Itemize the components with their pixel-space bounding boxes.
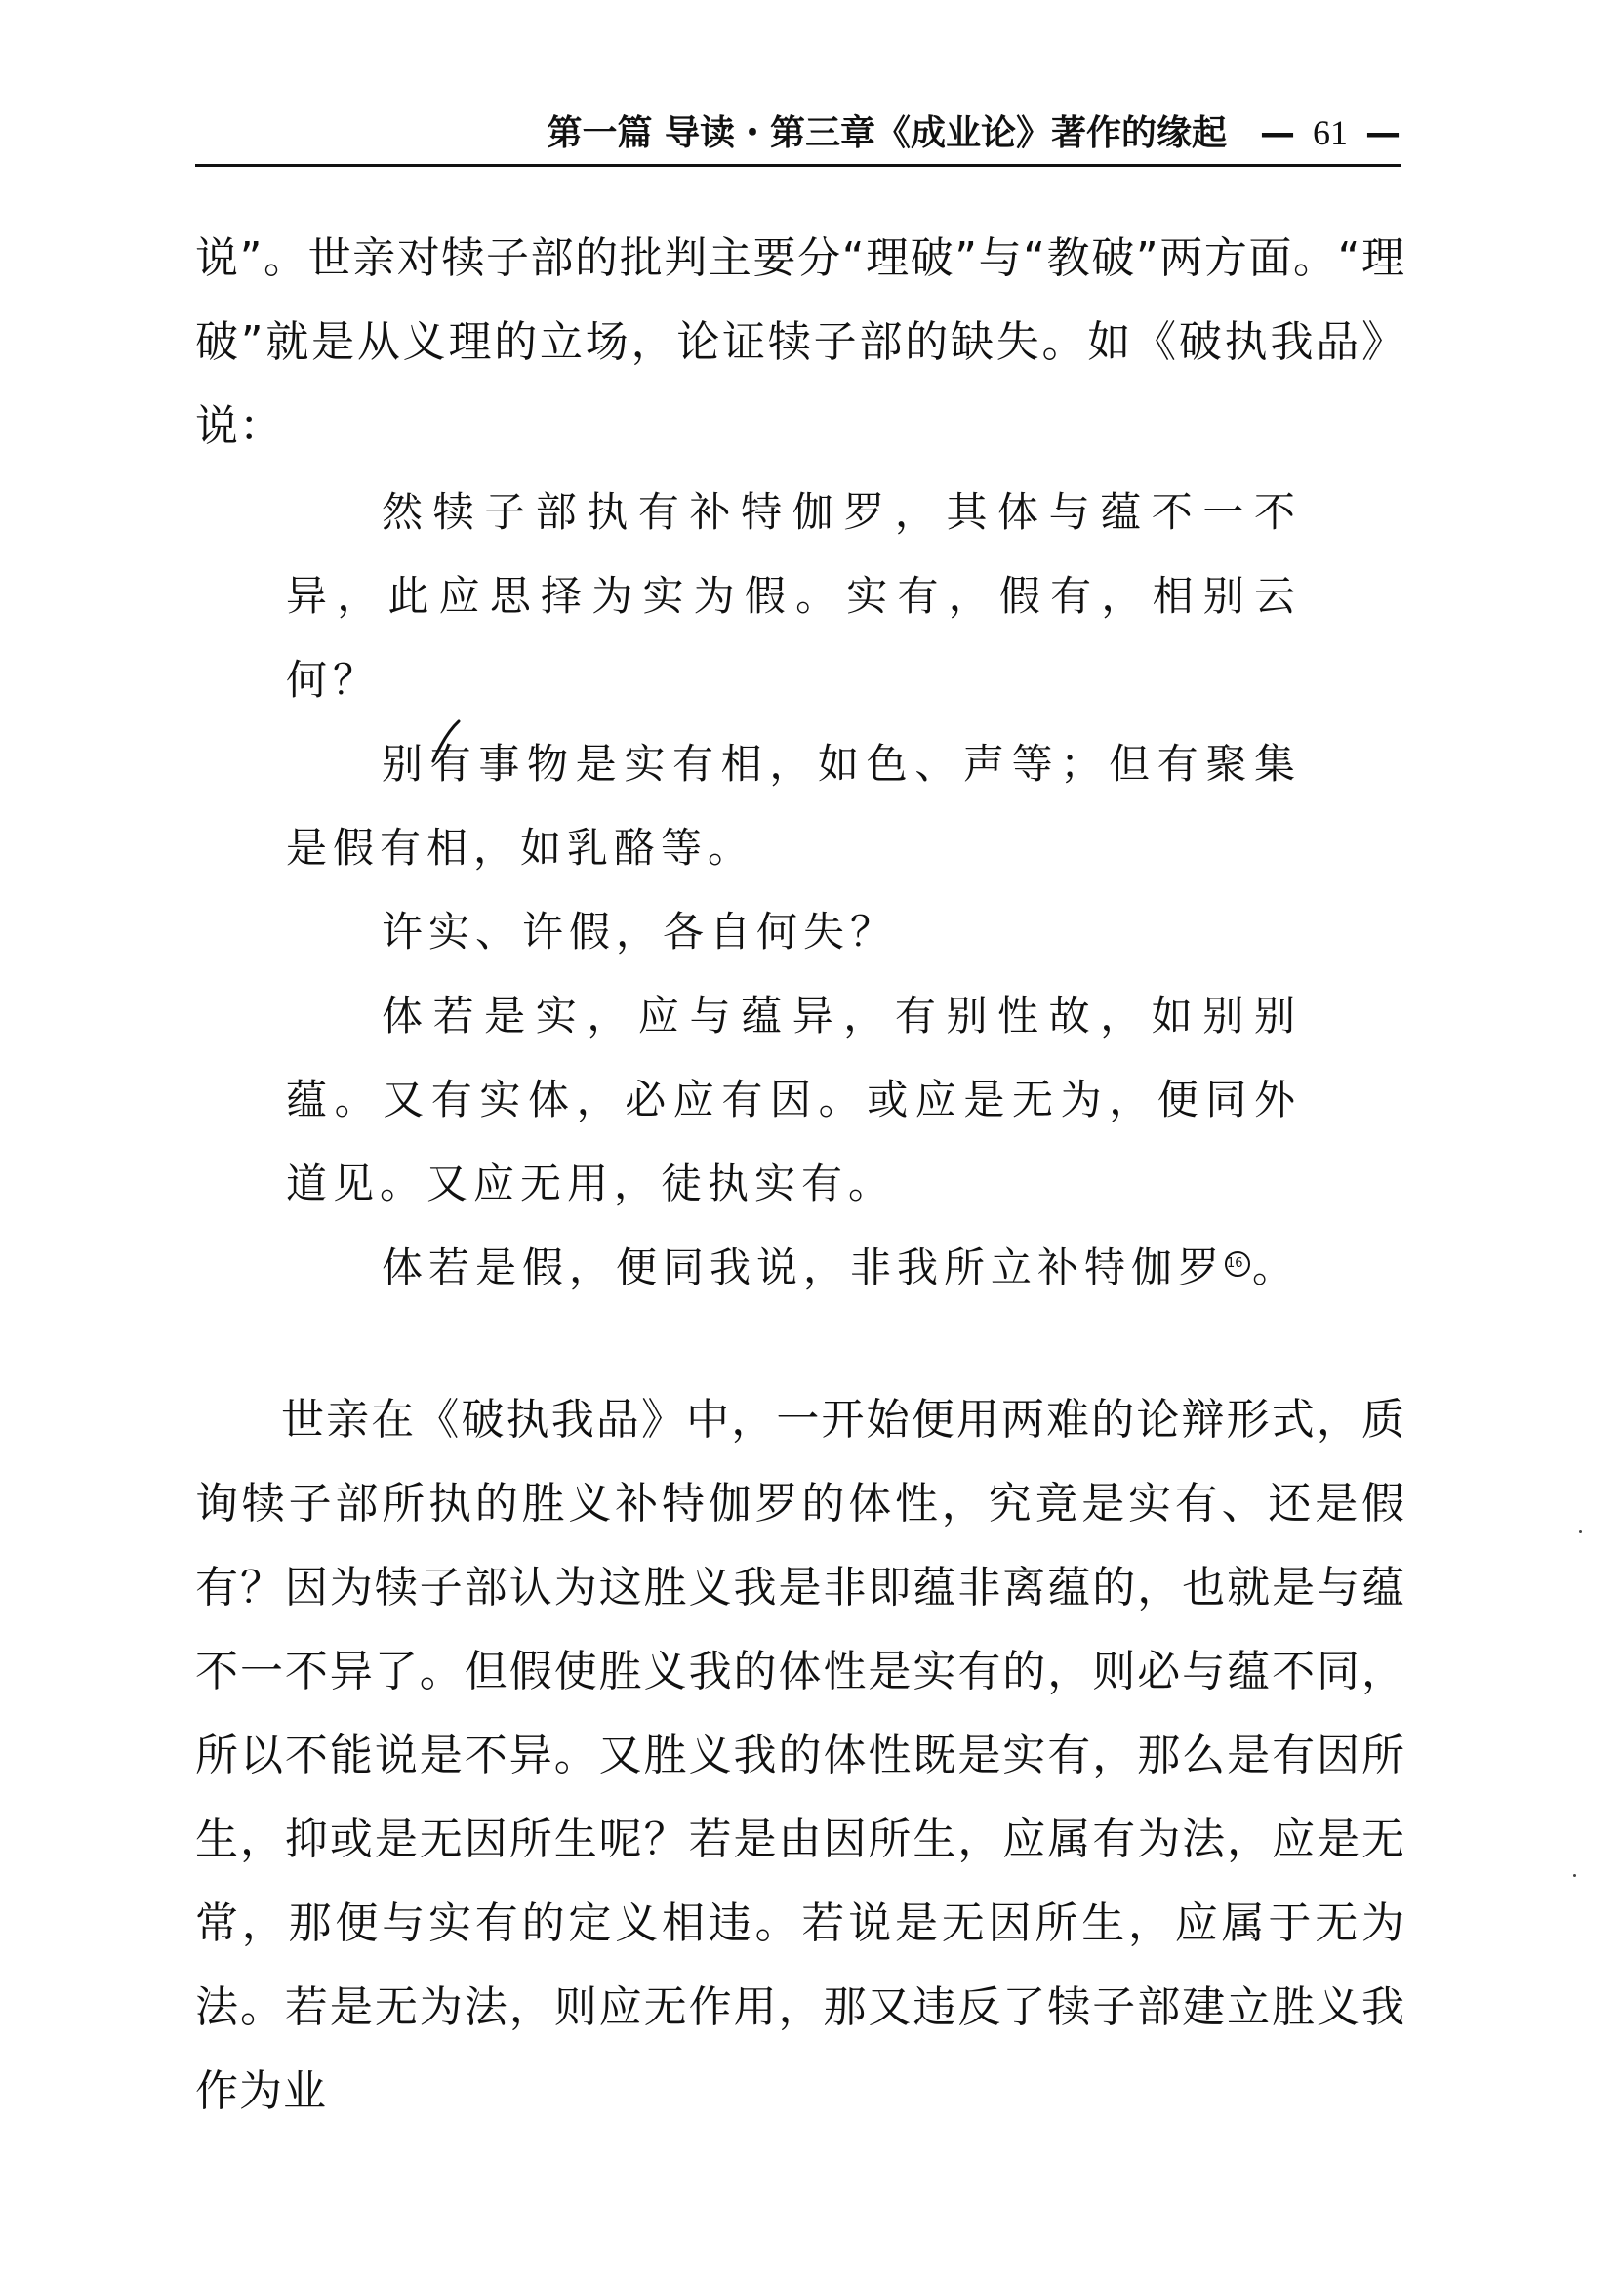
intro-paragraph: 说”。世亲对犊子部的批判主要分“理破”与“教破”两方面。“理破”就是从义理的立场，论证犊子部的缺失。如《破执我品》说： (195, 233, 1405, 451)
scan-speck (1579, 1530, 1582, 1533)
quote-paragraph-3: 许实、许假，各自何失？ (382, 908, 898, 956)
quote-paragraph-5-text: 体若是假，便同我说，非我所立补特伽罗 (382, 1244, 1226, 1291)
quote-paragraph-1: 然犊子部执有补特伽罗，其体与蕴不一不异，此应思择为实为假。实有，假有，相别云何？ (286, 488, 1301, 704)
page-number-dash-left: — (1260, 113, 1295, 153)
running-header (0, 109, 1401, 157)
quote-paragraph-5 (286, 1226, 1301, 1310)
pen-mark-icon (429, 718, 463, 763)
quote-paragraph-2: 别有事物是实有相，如色、声等；但有聚集是假有相，如乳酪等。 (286, 740, 1301, 872)
page-number: 61 (1313, 113, 1348, 152)
quote-paragraph-4: 体若是实，应与蕴异，有别性故，如别别蕴。又有实体，必应有因。或应是无为，便同外道见。又应无用，徒执实有。 (286, 992, 1301, 1207)
page-number-dash-right: — (1365, 113, 1401, 153)
scan-speck (1573, 1874, 1576, 1877)
quote-paragraph-5-end: 。 (1252, 1244, 1300, 1291)
discussion-paragraph: 世亲在《破执我品》中，一开始便用两难的论辩形式，质询犊子部所执的胜义补特伽罗的体性，究竟是实有、还是假有？因为犊子部认为这胜义我是非即蕴非离蕴的，也就是与蕴不一不异了。但假使胜义我的体性是实有的，则必与蕴不同，所以不能说是不异。又胜义我的体性既是实有，那么是有因所生，抑或是无因所生呢？若是由因所生，应属有为法，应是无常，那便与实有的定义相违。若说是无因所生，应属于无为法。若是无为法，则应无作用，那又违反了犊子部建立胜义我作为业 (195, 1395, 1405, 2116)
footnote-marker[interactable]: 16 (1225, 1251, 1250, 1277)
header-rule (195, 164, 1401, 167)
chapter-title: 第一篇 导读・第三章《成业论》著作的缘起 (547, 113, 1227, 153)
